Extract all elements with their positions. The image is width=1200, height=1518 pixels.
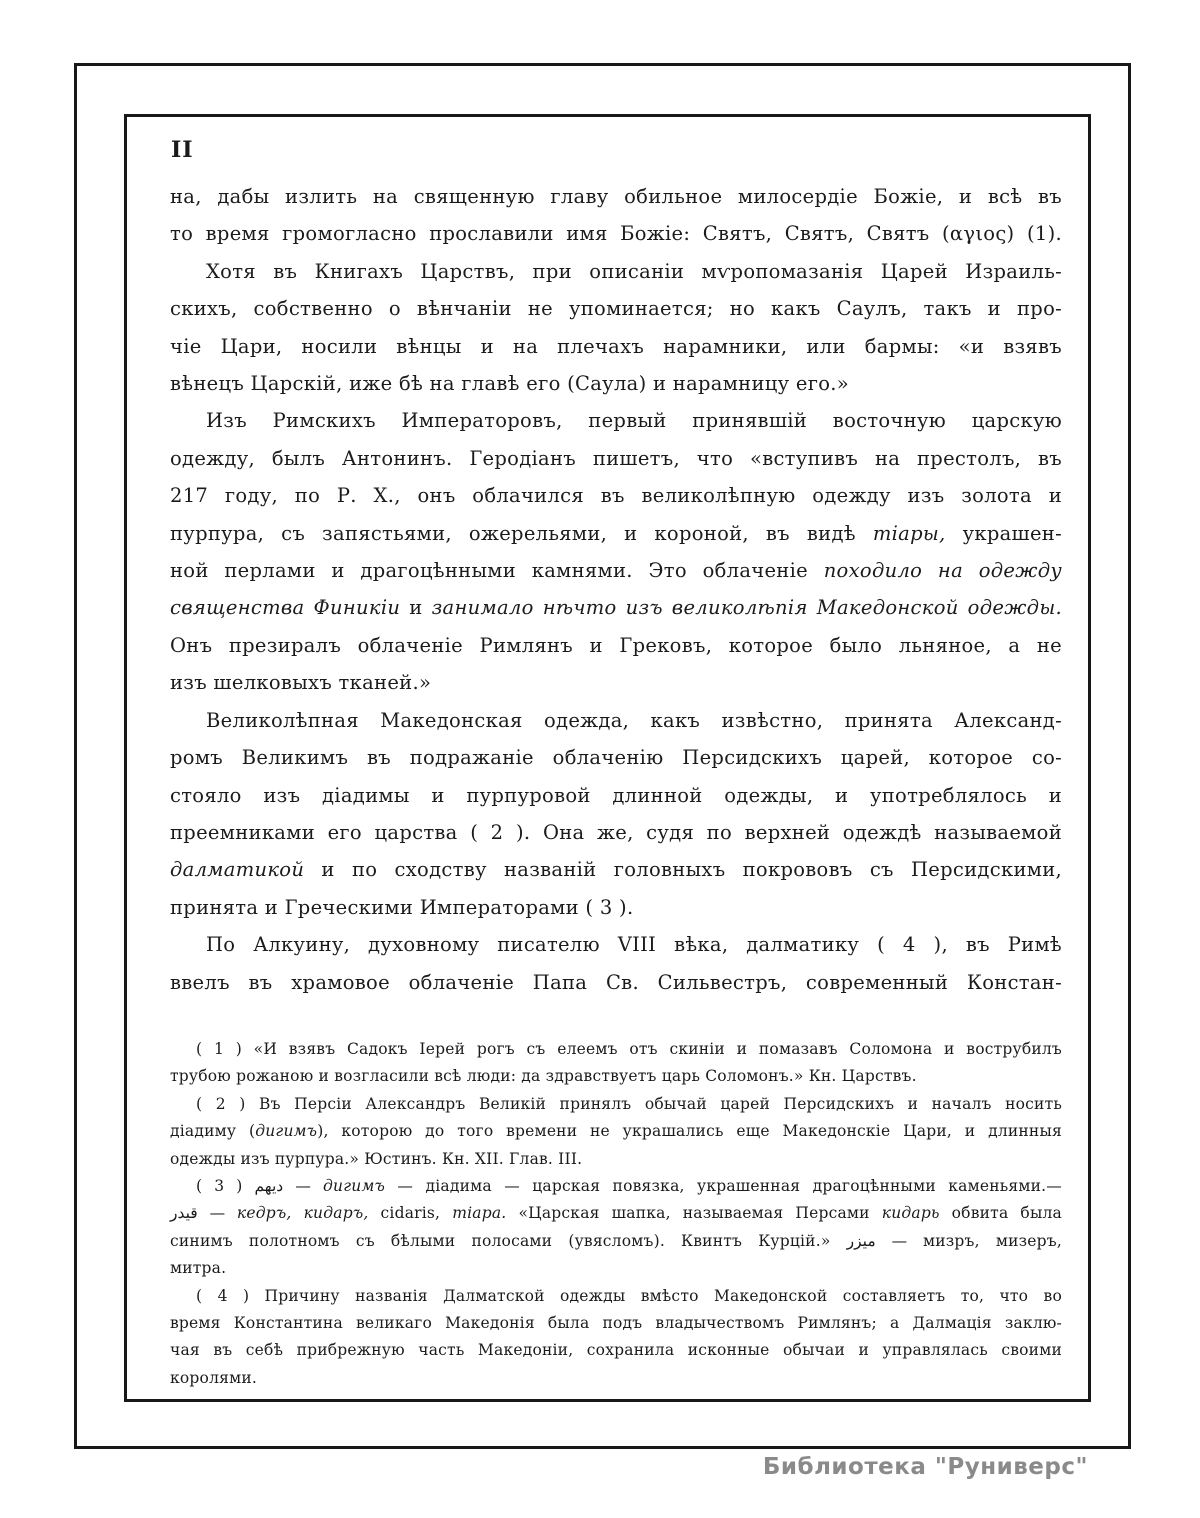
text-line: ной перлами и драгоцѣнными камнями. Это облаченіе походило на одежду (170, 559, 1062, 583)
text-line: ромъ Великимъ въ подражаніе облаченію Персидскихъ царей, которое со- (170, 746, 1062, 770)
text-line: то время громогласно прославили имя Божіе: Святъ, Святъ, Святъ (αγιος) (1). (170, 222, 1062, 246)
text-line: ( 4 ) Причину названія Далматской одежды вмѣсто Македонской составляетъ то, что во (196, 1286, 1062, 1305)
main-text-block (170, 178, 1062, 1001)
text-line: одежды изъ пурпура.» Юстинъ. Кн. XII. Глав. III. (170, 1149, 583, 1168)
page-number: II (171, 137, 194, 163)
paragraph (170, 1036, 1062, 1091)
footnotes-block (170, 1036, 1062, 1392)
paragraph (170, 702, 1062, 926)
paragraph (170, 1173, 1062, 1283)
text-line: Великолѣпная Македонская одежда, какъ извѣстно, принята Александ- (206, 708, 1062, 732)
text-line: Онъ презиралъ облаченіе Римлянъ и Грековъ, которое было льняное, а не (170, 633, 1062, 657)
text-line: изъ шелковыхъ тканей.» (170, 671, 432, 695)
paragraph (170, 1283, 1062, 1393)
text-line: Хотя въ Книгахъ Царствъ, при описаніи мѵропомазанія Царей Израиль- (206, 259, 1062, 283)
text-line: митра. (170, 1259, 227, 1278)
text-line: ( 3 ) ديهم — дигимъ — діадима — царская повязка, украшенная драгоцѣнными каменьями.— (196, 1177, 1062, 1196)
text-line: пурпура, съ запястьями, ожерельями, и короной, въ видѣ тіары, украшен- (170, 521, 1062, 545)
text-line: принята и Греческими Императорами ( 3 ). (170, 895, 634, 919)
library-watermark: Библиотека "Руниверс" (762, 1454, 1088, 1480)
text-line: далматикой и по сходству названій головныхъ покрововъ съ Персидскими, (170, 858, 1062, 882)
text-line: одежду, былъ Антонинъ. Геродіанъ пишетъ, что «вступивъ на престолъ, въ (170, 446, 1062, 470)
text-line: на, дабы излить на священную главу обильное милосердіе Божіе, и всѣ въ (170, 185, 1062, 208)
text-line: діадиму (дигимъ), которою до того времени не украшались еще Македонскіе Цари, и длинныя (170, 1122, 1062, 1141)
text-line: синимъ полотномъ съ бѣлыми полосами (увясломъ). Квинтъ Курцій.» ميزر — мизръ, мизеръ, (170, 1231, 1062, 1250)
text-line: чая въ себѣ прибрежную часть Македоніи, сохранила исконные обычаи и управлялась своими (170, 1341, 1062, 1360)
text-line: скихъ, собственно о вѣнчаніи не упоминается; но какъ Саулъ, такъ и про- (170, 297, 1062, 321)
paragraph (170, 253, 1062, 403)
paragraph (170, 1091, 1062, 1173)
text-line: стояло изъ діадимы и пурпуровой длинной одежды, и употреблялось и (170, 783, 1062, 807)
paragraph (170, 178, 1062, 253)
text-line: 217 году, по Р. Х., онъ облачился въ великолѣпную одежду изъ золота и (170, 484, 1062, 508)
text-line: священства Финикіи и занимало нѣчто изъ великолѣпія Македонской одежды. (170, 596, 1062, 620)
text-line: قيدر — кедръ, кидаръ, cidaris, тіара. «Царская шапка, называемая Персами кидарь обвита была (170, 1204, 1062, 1223)
text-line: По Алкуину, духовному писателю VIII вѣка, далматику ( 4 ), въ Римѣ (206, 933, 1062, 957)
paragraph (170, 926, 1062, 1001)
text-line: вѣнецъ Царскій, иже бѣ на главѣ его (Саула) и нарамницу его.» (170, 372, 849, 396)
text-line: ( 1 ) «И взявъ Садокъ Іерей рогъ съ елеемъ отъ скиніи и помазавъ Соломона и вострубилъ (196, 1040, 1062, 1058)
text-line: преемниками его царства ( 2 ). Она же, судя по верхней одеждѣ называемой (170, 820, 1062, 844)
text-line: Изъ Римскихъ Императоровъ, первый принявшій восточную царскую (206, 409, 1062, 433)
text-line: время Константина великаго Македонія была подъ владычествомъ Римлянъ; а Далмація заклю- (170, 1314, 1062, 1333)
text-line: трубою рожаною и возгласили всѣ люди: да здравствуетъ царь Соломонъ.» Кн. Царствъ. (170, 1067, 917, 1086)
paragraph (170, 402, 1062, 701)
text-line: чіе Цари, носили вѣнцы и на плечахъ нарамники, или бармы: «и взявъ (170, 334, 1062, 358)
text-line: королями. (170, 1368, 258, 1387)
text-line: ввелъ въ храмовое облаченіе Папа Св. Сильвестръ, современный Констан- (170, 970, 1062, 994)
text-line: ( 2 ) Въ Персіи Александръ Великій принялъ обычай царей Персидскихъ и началъ носить (196, 1094, 1062, 1113)
